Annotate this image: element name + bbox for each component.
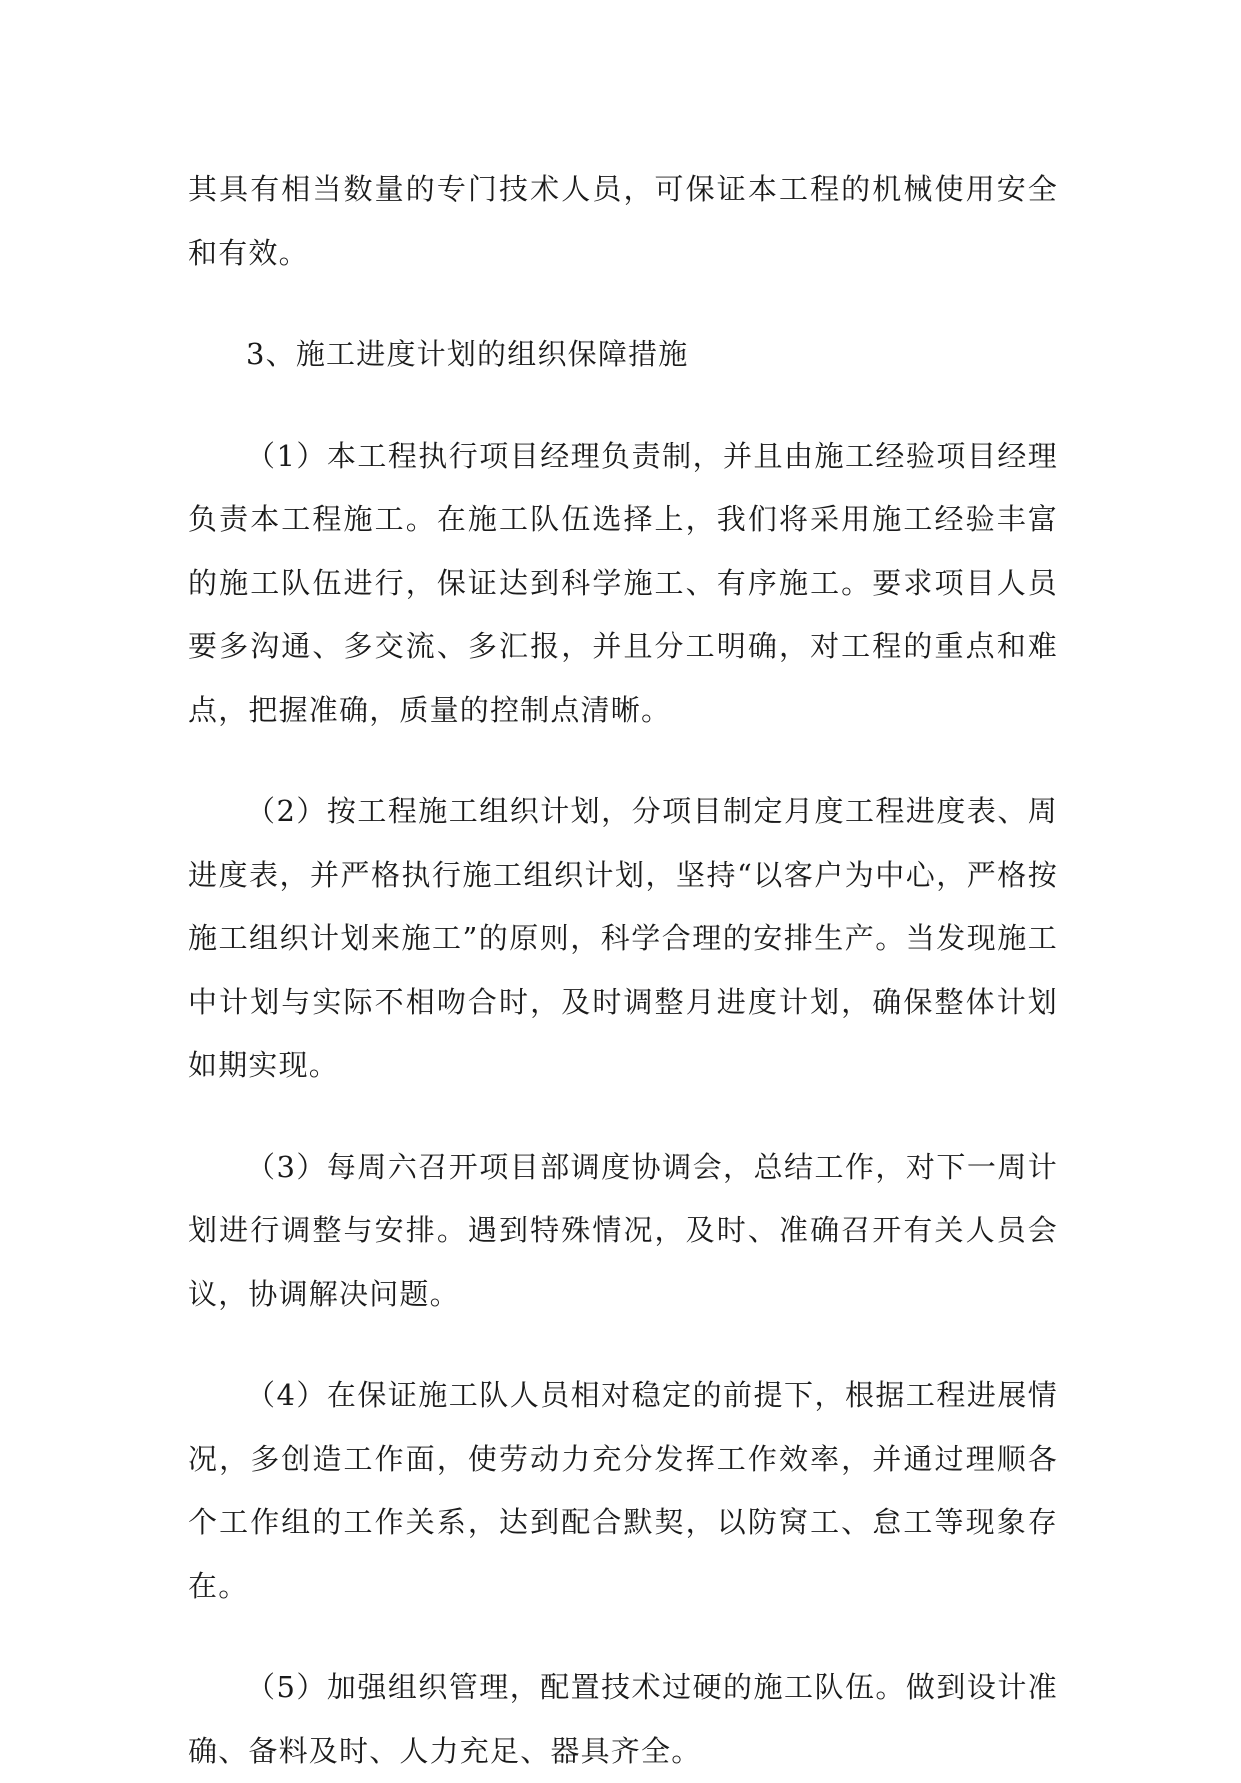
paragraph-item-3: （3）每周六召开项目部调度协调会，总结工作，对下一周计划进行调整与安排。遇到特殊情况，及时、准确召开有关人员会议，协调解决问题。	[188, 1149, 1058, 1311]
paragraph-continuation: 其具有相当数量的专门技术人员，可保证本工程的机械使用安全和有效。	[188, 172, 1058, 270]
document-body	[188, 158, 1058, 1783]
paragraph-item-1: （1）本工程执行项目经理负责制，并且由施工经验项目经理负责本工程施工。在施工队伍选择上，我们将采用施工经验丰富的施工队伍进行，保证达到科学施工、有序施工。要求项目人员要多沟通、多交流、多汇报，并且分工明确，对工程的重点和难点，把握准确，质量的控制点清晰。	[188, 438, 1058, 727]
paragraph-item-4: （4）在保证施工队人员相对稳定的前提下，根据工程进展情况，多创造工作面，使劳动力充分发挥工作效率，并通过理顺各个工作组的工作关系，达到配合默契，以防窝工、怠工等现象存在。	[188, 1378, 1058, 1603]
paragraph-item-5: （5）加强组织管理，配置技术过硬的施工队伍。做到设计准确、备料及时、人力充足、器具齐全。	[188, 1670, 1058, 1768]
section-heading: 3、施工进度计划的组织保障措施	[246, 337, 689, 371]
paragraph-item-2: （2）按工程施工组织计划，分项目制定月度工程进度表、周进度表，并严格执行施工组织计划，坚持“以客户为中心，严格按施工组织计划来施工”的原则，科学合理的安排生产。当发现施工中计划与实际不相吻合时，及时调整月进度计划，确保整体计划如期实现。	[188, 794, 1058, 1082]
